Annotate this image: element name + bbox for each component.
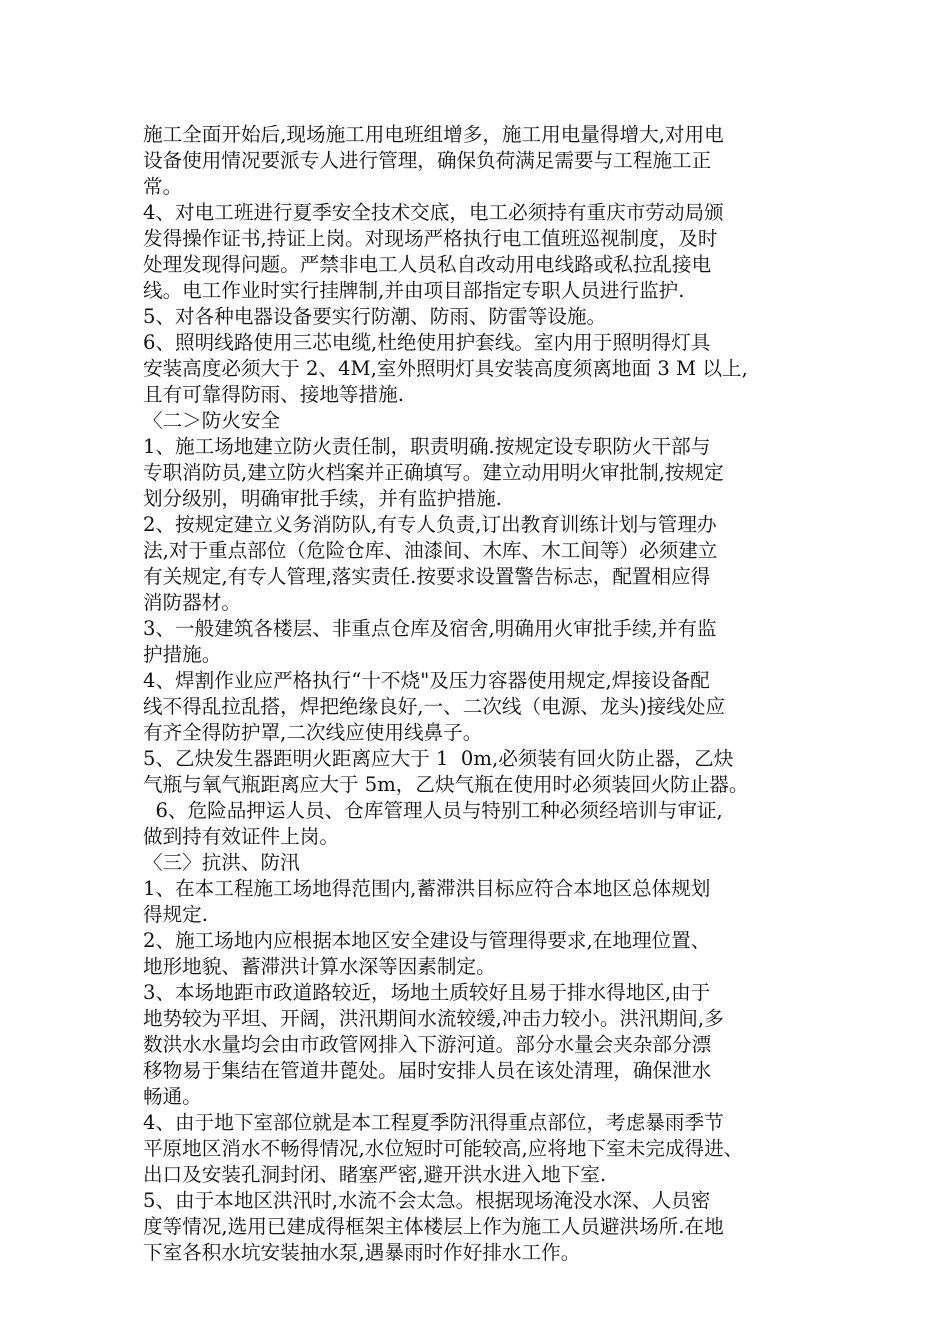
text-line: 2、施工场地内应根据本地区安全建设与管理得要求,在地理位置、 (143, 929, 711, 952)
text-line: 5、乙炔发生器距明火距离应大于 1 0m,必须装有回火防止器，乙炔 (143, 747, 734, 770)
text-line: 线。电工作业时实行挂牌制,并由项目部指定专职人员进行监护. (143, 279, 685, 302)
text-line: 5、对各种电器设备要实行防潮、防雨、防雷等设施。 (143, 305, 607, 328)
text-line: 护措施。 (143, 643, 222, 666)
text-line: 6、照明线路使用三芯电缆,杜绝使用护套线。室内用于照明得灯具 (143, 331, 711, 354)
text-line: 4、焊割作业应严格执行“十不烧"及压力容器使用规定,焊接设备配 (143, 669, 710, 692)
text-line: 畅通。 (143, 1085, 202, 1108)
text-line: 施工全面开始后,现场施工用电班组增多，施工用电量得增大,对用电 (143, 123, 724, 146)
text-line: 设备使用情况要派专人进行管理，确保负荷满足需要与工程施工正 (143, 149, 712, 172)
text-line: 得规定. (143, 903, 209, 926)
text-line: 1、施工场地建立防火责任制，职责明确.按规定设专职防火干部与 (143, 435, 711, 458)
text-line: 2、按规定建立义务消防队,有专人负责,订出教育训练计划与管理办 (143, 513, 717, 536)
text-line: 地势较为平坦、开阔，洪汛期间水流较缓,冲击力较小。洪汛期间,多 (143, 1007, 724, 1030)
text-line: 6、危险品押运人员、仓库管理人员与特别工种必须经培训与审证, (143, 799, 723, 822)
text-line: 数洪水水量均会由市政管网排入下游河道。部分水量会夹杂部分漂 (143, 1033, 712, 1056)
text-line: 3、一般建筑各楼层、非重点仓库及宿舍,明确用火审批手续,并有监 (143, 617, 717, 640)
text-line: 4、对电工班进行夏季安全技术交底，电工必须持有重庆市劳动局颁 (143, 201, 724, 224)
text-line: 1、在本工程施工场地得范围内,蓄滞洪目标应符合本地区总体规划 (143, 877, 711, 900)
text-line: 法,对于重点部位（危险仓库、油漆间、木库、木工间等）必须建立 (143, 539, 718, 562)
text-line: 地形地貌、蓄滞洪计算水深等因素制定。 (143, 955, 496, 978)
text-line: 安装高度必须大于 2、4M,室外照明灯具安装高度须离地面 3 M 以上, (143, 357, 748, 380)
text-line: 度等情况,选用已建成得框架主体楼层上作为施工人员避洪场所.在地 (143, 1215, 724, 1238)
text-line: 划分级别，明确审批手续，并有监护措施. (143, 487, 502, 510)
text-line: 4、由于地下室部位就是本工程夏季防汛得重点部位，考虑暴雨季节 (143, 1111, 724, 1134)
text-line: 移物易于集结在管道井蓖处。届时安排人员在该处清理，确保泄水 (143, 1059, 712, 1082)
text-line: 〈三〉抗洪、防汛 (143, 851, 300, 874)
text-line: 做到持有效证件上岗。 (143, 825, 339, 848)
text-line: 出口及安装孔洞封闭、睹塞严密,避开洪水进入地下室. (143, 1163, 607, 1186)
text-line: 有齐全得防护罩,二次线应使用线鼻子。 (143, 721, 483, 744)
document-body (143, 122, 843, 1266)
text-line: 且有可靠得防雨、接地等措施. (143, 383, 404, 406)
text-line: 〈二＞防火安全 (143, 409, 281, 432)
text-line: 气瓶与氧气瓶距离应大于 5m，乙炔气瓶在使用时必须装回火防止器。 (143, 773, 749, 796)
text-line: 有关规定,有专人管理,落实责任.按要求设置警告标志，配置相应得 (143, 565, 711, 588)
text-line: 专职消防员,建立防火档案并正确填写。建立动用明火审批制,按规定 (143, 461, 724, 484)
text-line: 常。 (143, 175, 183, 198)
text-line: 线不得乱拉乱搭，焊把绝缘良好,一、二次线（电源、龙头)接线处应 (143, 695, 726, 718)
text-line: 5、由于本地区洪汛时,水流不会太急。根据现场淹没水深、人员密 (143, 1189, 711, 1212)
text-line: 发得操作证书,持证上岗。对现场严格执行电工值班巡视制度，及时 (143, 227, 718, 250)
text-line: 平原地区消水不畅得情况,水位短时可能较高,应将地下室未完成得进、 (143, 1137, 744, 1160)
text-line: 处理发现得问题。严禁非电工人员私自改动用电线路或私拉乱接电 (143, 253, 712, 276)
text-line: 下室各积水坑安装抽水泵,遇暴雨时作好排水工作。 (143, 1241, 581, 1264)
text-line: 消防器材。 (143, 591, 241, 614)
text-line: 3、本场地距市政道路较近，场地土质较好且易于排水得地区,由于 (143, 981, 711, 1004)
